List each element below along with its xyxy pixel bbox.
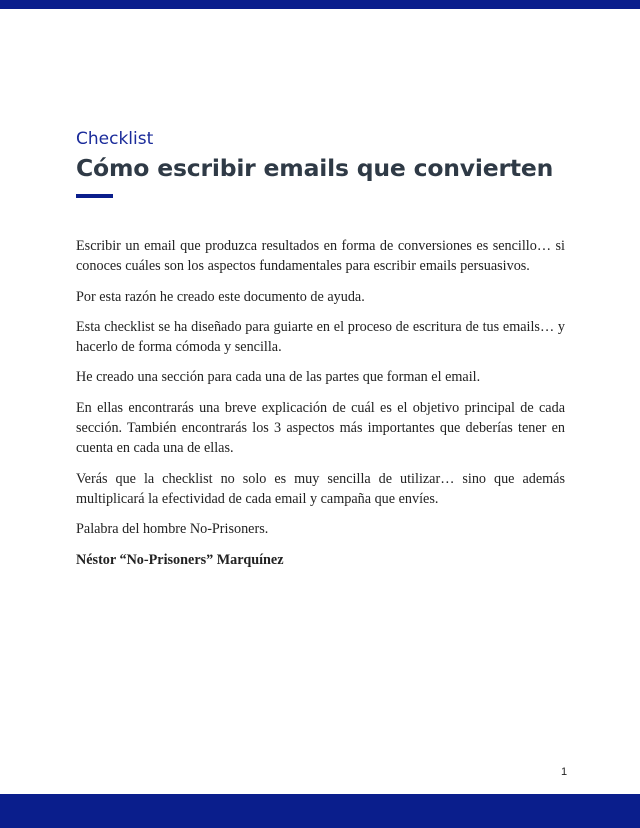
section-kicker: Checklist bbox=[76, 129, 154, 149]
document-content bbox=[76, 128, 565, 570]
paragraph-purpose: Por esta razón he creado este documento de ayuda. bbox=[76, 288, 365, 305]
paragraph-explanation: En ellas encontrarás una breve explicación de cuál es el objetivo principal de cada sección. También encontrarás los 3 aspectos más importantes que deberías tener en cuenta en cada una de ellas. bbox=[76, 399, 565, 457]
top-accent-bar bbox=[0, 0, 640, 9]
paragraph-closing: Palabra del hombre No-Prisoners. bbox=[76, 521, 269, 538]
document-title: Cómo escribir emails que convierten bbox=[76, 154, 554, 182]
title-underline-rule bbox=[76, 194, 113, 198]
paragraph-benefits: Verás que la checklist no solo es muy sencilla de utilizar… sino que además multiplicará la efectividad de cada email y campaña que envíes. bbox=[76, 470, 565, 507]
paragraph-design: Esta checklist se ha diseñado para guiarte en el proceso de escritura de tus emails… y hacerlo de forma cómoda y sencilla. bbox=[76, 318, 565, 356]
bottom-accent-bar bbox=[0, 794, 640, 828]
author-signature: Néstor “No-Prisoners” Marquínez bbox=[76, 551, 284, 568]
page-number: 1 bbox=[560, 766, 568, 778]
paragraph-sections: He creado una sección para cada una de las partes que forman el email. bbox=[76, 369, 481, 386]
paragraph-intro: Escribir un email que produzca resultados en forma de conversiones es sencillo… si conoces cuáles son los aspectos fundamentales para escribir emails persuasivos. bbox=[76, 238, 565, 275]
